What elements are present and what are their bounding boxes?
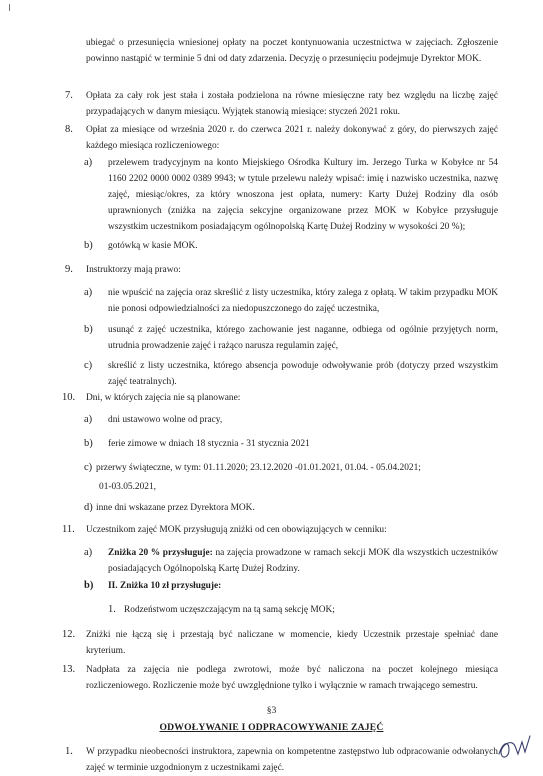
item-9c-text: skreślić z listy uczestnika, którego absencja powoduje odwoływanie prób (dotyczy przed wszystkim zajęć teatralnych).	[108, 361, 498, 387]
item-11b1-number: 1.	[108, 604, 116, 615]
item-10c-label: c)	[84, 462, 93, 473]
item-10-text: Dni, w których zajęcia nie są planowane:	[86, 393, 241, 403]
item-7-number: 7.	[65, 90, 73, 101]
section-mark: §3	[266, 705, 277, 716]
item-10a-label: a)	[84, 414, 93, 425]
item-11a-label: a)	[84, 547, 93, 558]
item-8-text: Opłat za miesiące od września 2020 r. do czerwca 2021 r. należy dokonywać z góry, do pierwszych zajęć każdego miesiąca rozliczeniowego:	[86, 125, 498, 151]
item-9-text: Instruktorzy mają prawo:	[86, 265, 181, 275]
item-12-number: 12.	[62, 629, 76, 640]
item-8b-text: gotówką w kasie MOK.	[108, 241, 198, 251]
section-title: ODWOŁYWANIE I ODPRACOWYWANIE ZAJĘĆ	[159, 722, 384, 733]
item-11a-bold: Zniżka 20 % przysługuje:	[108, 548, 213, 558]
item-10c-continuation: 01-03.05.2021,	[99, 482, 157, 492]
item-11-text: Uczestnikom zajęć MOK przysługują zniżki od cen obowiązujących w cenniku:	[86, 525, 387, 535]
item-13-number: 13.	[62, 664, 76, 675]
item-9a-text: nie wpuścić na zajęcia oraz skreślić z listy uczestnika, który zalega z opłatą. W takim przypadku MOK nie ponosi odpowiedzialności za niedopuszczonego do zajęć uczestnika,	[108, 288, 498, 314]
item-10d-label: d)	[84, 502, 93, 513]
item-9-number: 9.	[65, 264, 73, 275]
item-11b-label: b)	[84, 580, 94, 591]
item-8-number: 8.	[65, 124, 73, 135]
item-11a-paragraph	[108, 545, 498, 577]
item-11b1-text: Rodzeństwom uczęszczającym na tą samą sekcję MOK;	[124, 605, 335, 615]
intro-paragraph: ubiegać o przesunięcia wniesionej opłaty na poczet kontynuowania uczestnictwa w zajęciach. Zgłoszenie powinno nastąpić w terminie 5 dni od daty zdarzenia. Decyzję o przesunięciu podejmuje Dyrektor MOK.	[86, 38, 498, 64]
item-7-text: Opłata za cały rok jest stała i została podzielona na równe miesięczne raty bez względu na liczbę zajęć przypadających w danym miesiącu. Wyjątek stanowią miesiące: styczeń 2021 roku.	[86, 91, 498, 117]
item-10a-text: dni ustawowo wolne od pracy,	[108, 415, 223, 425]
item-10-number: 10.	[62, 392, 76, 403]
item-8a-text: przelewem tradycyjnym na konto Miejskiego Ośrodka Kultury im. Jerzego Turka w Kobyłce nr 54 1160 2202 0000 0002 0389 9943; w tytule przelewu należy wpisać: imię i nazwisko uczestnika, nazwę zajęć, miesiąc/okres, za który wnoszona jest opłata, numery: Karty Dużej Rodziny dla osób uprawnionych (zniżka na zajęcia sekcyjne organizowane przez MOK w Kobyłce przysługuje wszystkim uczestnikom posiadającym ogólnopolską Kartę Dużej Rodziny w wysokości 20 %);	[108, 158, 498, 232]
item-11a-text: na zajęcia prowadzone w ramach sekcji MOK dla wszystkich uczestników posiadających Ogólnopolską Kartę Dużej Rodziny.	[108, 548, 498, 574]
item-10b-label: b)	[84, 438, 93, 449]
item-9a-label: a)	[84, 287, 93, 298]
item-9b-text: usunąć z zajęć uczestnika, którego zachowanie jest naganne, odbiega od ogólnie przyjętych norm, utrudnia prowadzenie zajęć i rażąco narusza regulamin zajęć,	[108, 325, 498, 351]
handwritten-initials-signature	[495, 728, 535, 764]
section3-item-1-number: 1.	[65, 746, 73, 757]
item-10b-text: ferie zimowe w dniach 18 stycznia - 31 stycznia 2021	[108, 439, 310, 449]
item-11-number: 11.	[62, 524, 75, 535]
item-9b-label: b)	[84, 324, 93, 335]
item-13-text: Nadpłata za zajęcia nie podlega zwrotowi, może być naliczona na poczet kolejnego miesiąca rozliczeniowego. Rozliczenie może być uwzględnione tylko i wyłącznie w ramach trwającego semestru.	[86, 665, 498, 691]
item-8a-label: a)	[84, 157, 93, 168]
scan-mark	[9, 4, 10, 11]
item-9c-label: c)	[84, 360, 93, 371]
item-10c-text: przerwy świąteczne, w tym: 01.11.2020; 23.12.2020 -01.01.2021, 01.04. - 05.04.2021;	[96, 463, 421, 473]
item-12-text: Zniżki nie łączą się i przestają być naliczane w momencie, kiedy Uczestnik przestaje spełniać dane kryterium.	[86, 630, 498, 656]
section3-item-1-text: W przypadku nieobecności instruktora, zapewnia on kompetentne zastępstwo lub odpracowanie odwołanych zajęć w terminie uzgodnionym z uczestnikami zajęć.	[86, 747, 498, 773]
item-10d-text: inne dni wskazane przez Dyrektora MOK.	[96, 503, 255, 513]
item-11b-title: II. Zniżka 10 zł przysługuje:	[108, 581, 222, 591]
item-8b-label: b)	[84, 240, 93, 251]
